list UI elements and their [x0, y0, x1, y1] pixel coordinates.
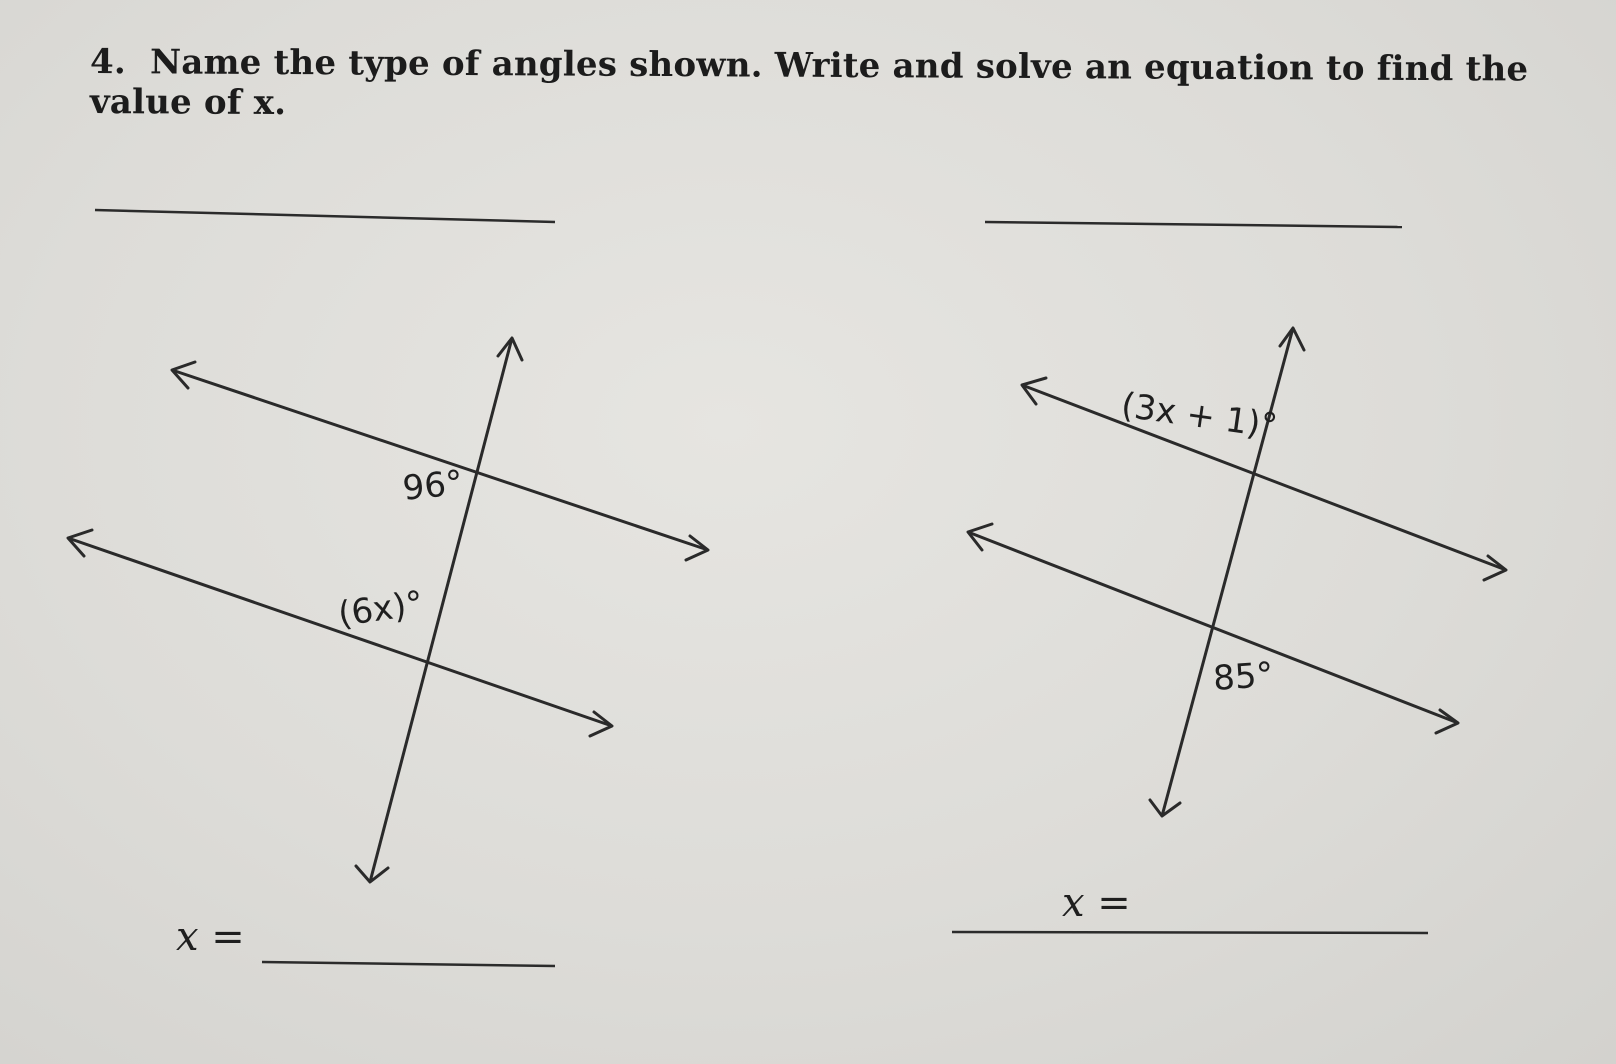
angle-type-blank-right[interactable]	[985, 222, 1402, 227]
left-parallel-line-top	[172, 370, 708, 550]
arrowhead-up-icon	[1280, 328, 1304, 350]
arrowhead-right-icon	[1484, 556, 1506, 580]
angle-label-6x: (6x)°	[335, 583, 426, 635]
angle-label-96: 96°	[400, 462, 465, 509]
right-diagram	[952, 328, 1506, 933]
angle-label-3x-plus-1: (3x + 1)°	[1118, 385, 1280, 447]
left-answer-prompt: x =	[176, 914, 245, 960]
right-answer-prompt: x =	[1062, 880, 1131, 926]
problem-number: 4.	[90, 42, 127, 83]
arrowhead-right-icon	[1436, 710, 1458, 733]
angle-label-85: 85°	[1211, 654, 1275, 699]
left-answer-blank[interactable]	[262, 962, 555, 966]
angle-type-blank-left[interactable]	[95, 210, 555, 222]
arrowhead-right-icon	[590, 712, 612, 736]
left-diagram	[68, 338, 708, 966]
right-answer-blank[interactable]	[952, 932, 1428, 933]
problem-text: Name the type of angles shown. Write and solve an equation to find the value of x.	[89, 42, 1529, 124]
arrowhead-right-icon	[686, 536, 708, 560]
